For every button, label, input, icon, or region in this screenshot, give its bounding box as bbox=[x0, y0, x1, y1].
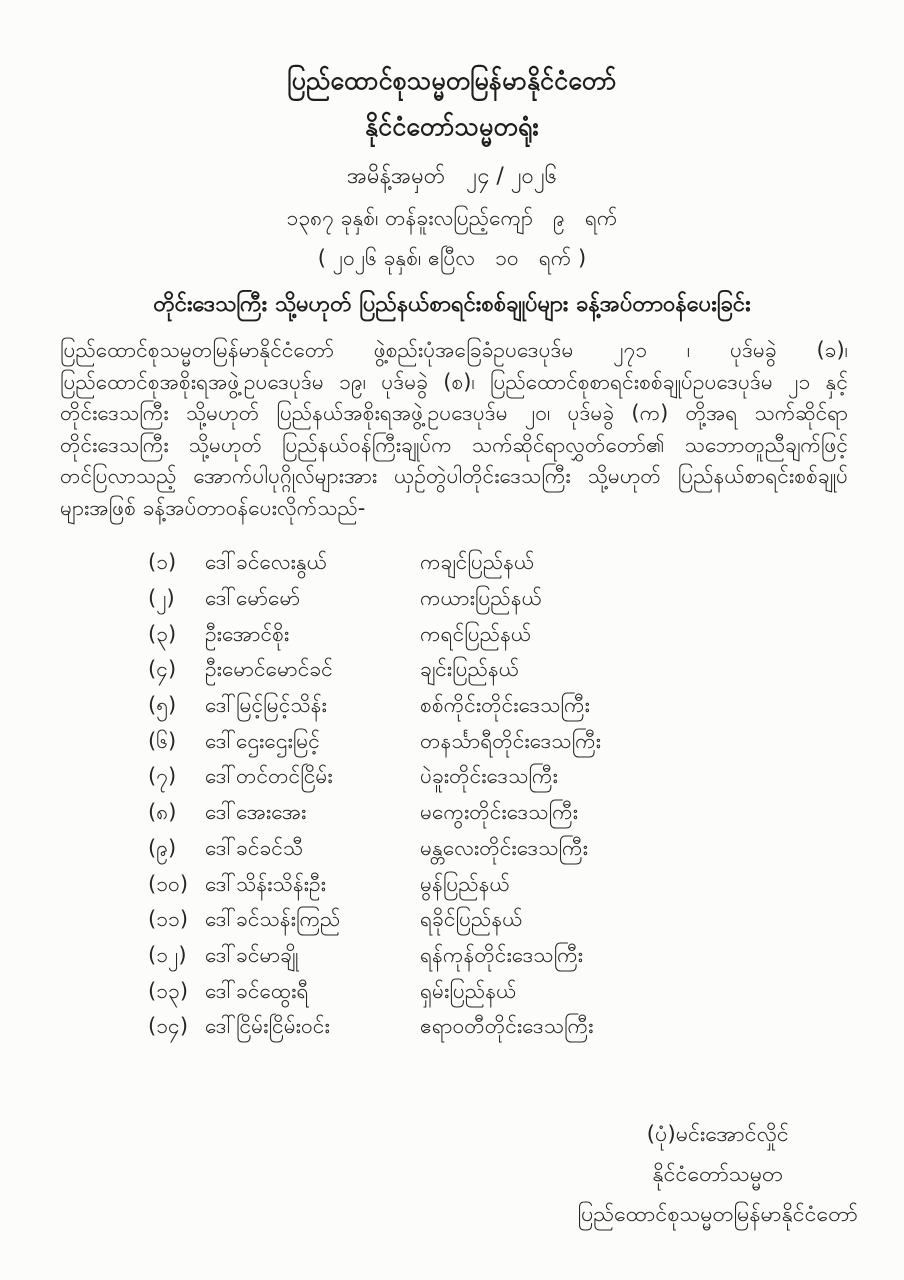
appointee-number: (၁၂) bbox=[148, 942, 187, 967]
office-title: နိုင်ငံတော်သမ္မတရုံး bbox=[365, 112, 539, 141]
appointee-region: မွန်ပြည်နယ် bbox=[420, 871, 510, 896]
list-item bbox=[148, 904, 904, 940]
appointee-name: ဒေါ်ခင်ထွေးရီ bbox=[205, 978, 309, 1003]
body-paragraph-line: တိုင်းဒေသကြီး သို့မဟုတ် ပြည်နယ်ဝန်ကြီးချုပ်က သက်ဆိုင်ရာလွှတ်တော်၏ သဘောတူညီချက်ဖြင့် bbox=[60, 432, 848, 457]
appointee-region: ဧရာဝတီတိုင်းဒေသကြီး bbox=[420, 1014, 594, 1039]
appointee-region: ရန်ကုန်တိုင်းဒေသကြီး bbox=[420, 942, 584, 967]
appointee-list bbox=[148, 547, 904, 1047]
list-item bbox=[148, 761, 904, 797]
appointee-number: (၇) bbox=[148, 764, 177, 789]
appointee-region: စစ်ကိုင်းတိုင်းဒေသကြီး bbox=[420, 693, 590, 718]
appointee-number: (၉) bbox=[148, 835, 177, 860]
appointee-region: ကချင်ပြည်နယ် bbox=[420, 550, 535, 575]
appointee-region: တနင်္သာရီတိုင်းဒေသကြီး bbox=[420, 728, 601, 753]
appointee-name: ဒေါ်ခင်ခင်သီ bbox=[205, 835, 304, 860]
myanmar-calendar-date: ၁၃၈၇ ခုနှစ်၊ တန်ခူးလပြည့်ကျော် ၉ ရက် bbox=[286, 206, 618, 230]
appointee-name: ဒေါ်ခင်မာချို bbox=[205, 942, 299, 967]
appointee-name: ဦးမောင်မောင်ခင် bbox=[205, 657, 333, 682]
appointee-number: (၃) bbox=[148, 621, 177, 646]
list-item bbox=[148, 690, 904, 726]
body-paragraph-line: ပြည်ထောင်စုသမ္မတမြန်မာနိုင်ငံတော် ဖွဲ့စည်းပုံအခြေခံဥပဒေပုဒ်မ ၂၇၁ ၊ ပုဒ်မခွဲ (ခ)၊ bbox=[60, 338, 848, 362]
list-item bbox=[148, 833, 904, 869]
appointee-number: (၁) bbox=[148, 550, 177, 575]
appointee-name: ဒေါ်ငြိမ်းငြိမ်းဝင်း bbox=[205, 1014, 330, 1039]
state-title: ပြည်ထောင်စုသမ္မတမြန်မာနိုင်ငံတော် bbox=[287, 66, 617, 95]
list-item bbox=[148, 940, 904, 976]
appointee-region: မကွေးတိုင်းဒေသကြီး bbox=[420, 800, 578, 825]
list-item bbox=[148, 654, 904, 690]
list-item bbox=[148, 1011, 904, 1047]
appointee-name: ဒေါ်မော်မော် bbox=[205, 586, 301, 611]
appointee-number: (၈) bbox=[148, 800, 177, 825]
appointee-region: မန္တလေးတိုင်းဒေသကြီး bbox=[420, 835, 588, 860]
subject-line: တိုင်းဒေသကြီး သို့မဟုတ် ပြည်နယ်စာရင်းစစ်ချုပ်များ ခန့်အပ်တာဝန်ပေးခြင်း bbox=[153, 292, 751, 317]
appointee-number: (၆) bbox=[148, 728, 177, 753]
order-number: အမိန့်အမှတ် ၂၄ / ၂၀၂၆ bbox=[346, 164, 558, 189]
body-paragraph-line: တိုင်းဒေသကြီး သို့မဟုတ် ပြည်နယ်အစိုးရအဖွဲ့ဥပဒေပုဒ်မ ၂၀၊ ပုဒ်မခွဲ (က) တို့အရ သက်ဆိုင်ရာ bbox=[60, 401, 848, 425]
list-item bbox=[148, 725, 904, 761]
appointee-number: (၁၀) bbox=[148, 871, 189, 896]
list-item bbox=[148, 797, 904, 833]
appointee-region: ရှမ်းပြည်နယ် bbox=[420, 978, 517, 1003]
appointee-region: ချင်းပြည်နယ် bbox=[420, 657, 520, 682]
appointee-name: ဒေါ်ခင်သန်းကြည် bbox=[205, 907, 341, 932]
appointee-number: (၁၃) bbox=[148, 978, 189, 1003]
list-item bbox=[148, 547, 904, 583]
appointee-number: (၄) bbox=[148, 657, 177, 682]
appointee-region: ပဲခူးတိုင်းဒေသကြီး bbox=[420, 764, 558, 789]
gregorian-date: ( ၂၀၂၆ ခုနှစ်၊ ဧပြီလ ၁၀ ရက် ) bbox=[317, 246, 587, 270]
list-item bbox=[148, 618, 904, 654]
appointee-region: ကရင်ပြည်နယ် bbox=[420, 621, 532, 646]
appointee-number: (၁၁) bbox=[148, 907, 189, 932]
signatory-name: (ပုံ)မင်းအောင်လှိုင် bbox=[646, 1121, 789, 1147]
list-item bbox=[148, 868, 904, 904]
list-item bbox=[148, 583, 904, 619]
appointee-name: ဒေါ်မြင့်မြင့်သိန်း bbox=[205, 693, 327, 718]
appointee-name: ဒေါ်သိန်းသိန်းဦး bbox=[205, 871, 326, 896]
appointee-number: (၁၄) bbox=[148, 1014, 189, 1039]
appointee-region: ကယားပြည်နယ် bbox=[420, 586, 542, 611]
appointee-region: ရခိုင်ပြည်နယ် bbox=[420, 907, 523, 932]
appointee-name: ဒေါ်ဌေးဌေးမြင့် bbox=[205, 728, 320, 753]
appointee-number: (၂) bbox=[148, 586, 175, 611]
body-paragraph-line: ပြည်ထောင်စုအစိုးရအဖွဲ့ဥပဒေပုဒ်မ ၁၉၊ ပုဒ်မခွဲ (စ)၊ ပြည်ထောင်စုစာရင်းစစ်ချုပ်ဥပဒေပုဒ်မ ၂၁ နှင့် bbox=[60, 369, 848, 394]
appointee-name: ဒေါ်အေးအေး bbox=[205, 800, 307, 825]
appointee-name: ဒေါ်ခင်လေးနွယ် bbox=[205, 550, 328, 575]
signatory-title: နိုင်ငံတော်သမ္မတ bbox=[652, 1161, 783, 1187]
signature-block bbox=[577, 1115, 858, 1235]
list-item bbox=[148, 975, 904, 1011]
body-paragraph bbox=[60, 335, 848, 524]
body-paragraph-line: တင်ပြလာသည့် အောက်ပါပုဂ္ဂိုလ်များအား ယှဉ်တွဲပါတိုင်းဒေသကြီး သို့မဟုတ် ပြည်နယ်စာရင်းစစ်ချုပ် bbox=[60, 464, 848, 488]
appointee-name: ဦးအောင်စိုး bbox=[205, 621, 290, 646]
body-paragraph-line: များအဖြစ် ခန့်အပ်တာဝန်ပေးလိုက်သည်- bbox=[60, 495, 366, 520]
appointee-name: ဒေါ်တင်တင်ငြိမ်း bbox=[205, 764, 333, 789]
signatory-country: ပြည်ထောင်စုသမ္မတမြန်မာနိုင်ငံတော် bbox=[577, 1201, 858, 1227]
appointee-number: (၅) bbox=[148, 693, 177, 718]
